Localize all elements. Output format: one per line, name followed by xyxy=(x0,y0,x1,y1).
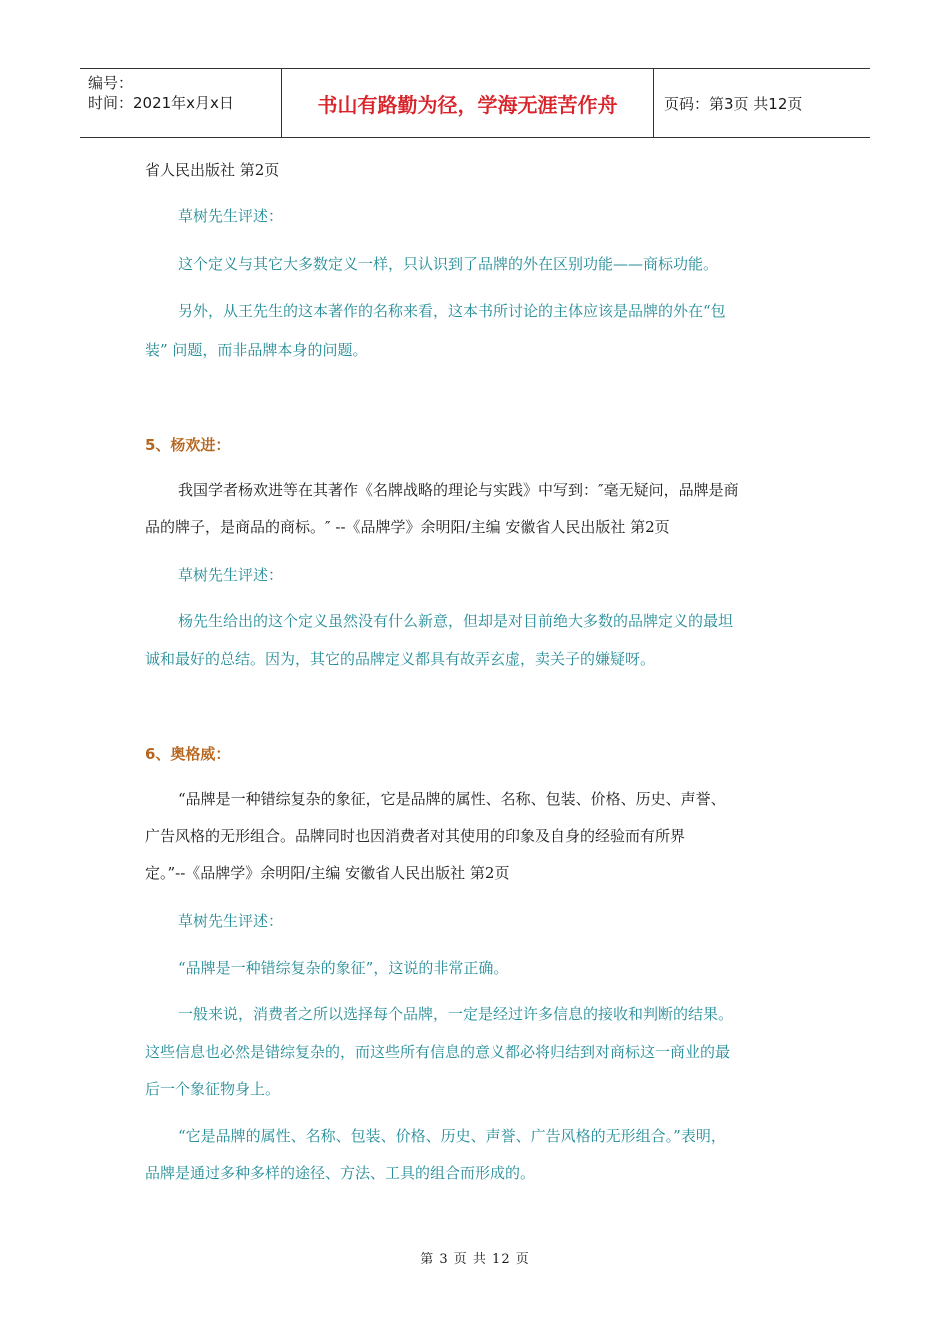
document-time-label: 时间：2021年x月x日 xyxy=(88,94,234,112)
body-paragraph: 我国学者杨欢进等在其著作《名牌战略的理论与实践》中写到：″毫无疑问，品牌是商 xyxy=(178,481,739,499)
comment-paragraph: 装” 问题，而非品牌本身的问题。 xyxy=(145,341,368,359)
comment-label: 草树先生评述： xyxy=(178,207,284,225)
body-line: 省人民出版社 第2页 xyxy=(145,161,280,179)
comment-paragraph: “它是品牌的属性、名称、包装、价格、历史、声誉、广告风格的无形组合。”表明， xyxy=(178,1127,726,1145)
comment-paragraph: 品牌是通过多种多样的途径、方法、工具的组合而形成的。 xyxy=(145,1164,536,1182)
comment-paragraph: 这个定义与其它大多数定义一样，只认识到了品牌的外在区别功能——商标功能。 xyxy=(178,255,719,273)
comment-label: 草树先生评述： xyxy=(178,566,284,584)
document-number-label: 编号： xyxy=(88,74,134,92)
body-paragraph: “品牌是一种错综复杂的象征，它是品牌的属性、名称、包装、价格、历史、声誉、 xyxy=(178,790,726,808)
comment-paragraph: 这些信息也必然是错综复杂的，而这些所有信息的意义都必将归结到对商标这一商业的最 xyxy=(145,1043,731,1061)
comment-paragraph: 另外，从王先生的这本著作的名称来看，这本书所讨论的主体应该是品牌的外在“包 xyxy=(178,302,726,320)
comment-label: 草树先生评述： xyxy=(178,912,284,930)
comment-paragraph: 后一个象征物身上。 xyxy=(145,1080,281,1098)
section-title: 6、奥格威： xyxy=(145,745,231,763)
comment-paragraph: 诚和最好的总结。因为，其它的品牌定义都具有故弄玄虚，卖关子的嫌疑呀。 xyxy=(145,650,656,668)
comment-paragraph: 杨先生给出的这个定义虽然没有什么新意，但却是对目前绝大多数的品牌定义的最坦 xyxy=(178,612,734,630)
body-paragraph: 广告风格的无形组合。品牌同时也因消费者对其使用的印象及自身的经验而有所界 xyxy=(145,827,686,845)
body-paragraph: 定。”--《品牌学》余明阳/主编 安徽省人民出版社 第2页 xyxy=(145,864,510,882)
comment-paragraph: “品牌是一种错综复杂的象征”，这说的非常正确。 xyxy=(178,959,509,977)
header-motto: 书山有路勤为径，学海无涯苦作舟 xyxy=(281,69,654,137)
page-header xyxy=(80,68,870,138)
comment-paragraph: 一般来说，消费者之所以选择每个品牌，一定是经过许多信息的接收和判断的结果。 xyxy=(178,1005,734,1023)
header-meta xyxy=(80,69,281,137)
section-title: 5、杨欢进： xyxy=(145,436,231,454)
page-footer: 第 3 页 共 12 页 xyxy=(420,1252,530,1267)
body-paragraph: 品的牌子，是商品的商标。″ --《品牌学》余明阳/主编 安徽省人民出版社 第2页 xyxy=(145,518,670,536)
header-page-info: 页码：第3页 共12页 xyxy=(664,95,803,113)
